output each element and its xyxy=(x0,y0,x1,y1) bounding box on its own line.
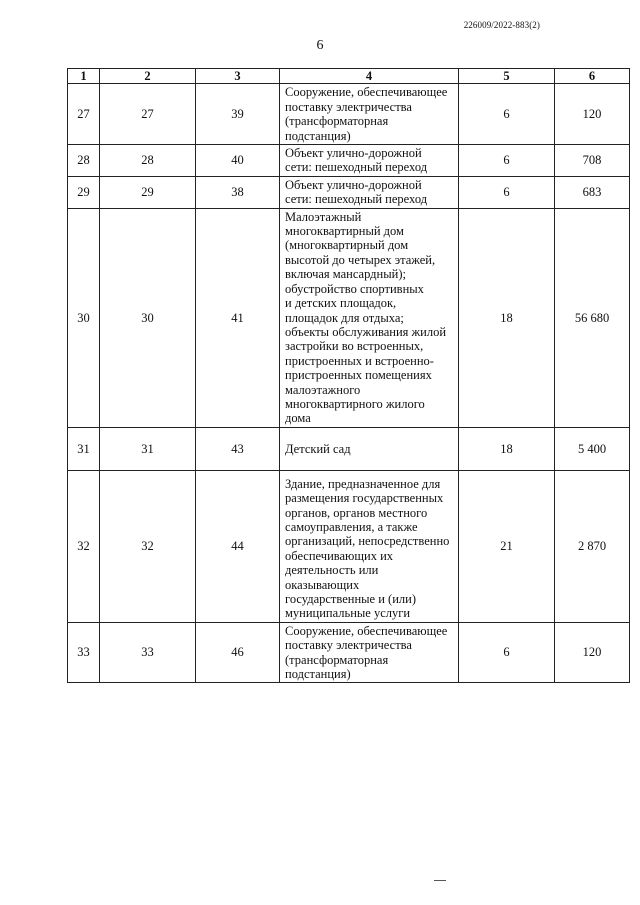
plot-number-cell: 38 xyxy=(196,176,280,208)
code-cell: 6 xyxy=(459,145,555,177)
purpose-text: Здание, предназначенное для размещения государственных органов, органов местного самоуправления, а также организаций, непосредственно обеспечивающих их деятельность или оказывающих государственные и (или) муниципальные услуги xyxy=(285,476,450,621)
purpose-text: Детский сад xyxy=(285,441,351,456)
area-cell: 683 xyxy=(555,176,630,208)
area-cell: 120 xyxy=(555,84,630,145)
column-header: 5 xyxy=(459,69,555,84)
area-cell: 56 680 xyxy=(555,208,630,427)
purpose-text: Объект улично-дорожной сети: пешеходный переход xyxy=(285,177,428,207)
purpose-cell xyxy=(280,176,459,208)
land-plot-table xyxy=(67,68,630,683)
table-row xyxy=(68,208,630,427)
code-cell: 6 xyxy=(459,84,555,145)
table-row xyxy=(68,145,630,177)
table-row xyxy=(68,427,630,470)
purpose-cell xyxy=(280,622,459,683)
area-cell: 2 870 xyxy=(555,470,630,622)
area-cell: 120 xyxy=(555,622,630,683)
column-header: 1 xyxy=(68,69,100,84)
column-header: 6 xyxy=(555,69,630,84)
zone-number-cell: 27 xyxy=(100,84,196,145)
row-number-cell: 29 xyxy=(68,176,100,208)
zone-number-cell: 29 xyxy=(100,176,196,208)
code-cell: 21 xyxy=(459,470,555,622)
row-number-cell: 30 xyxy=(68,208,100,427)
purpose-text: Сооружение, обеспечивающее поставку электричества (трансформаторная подстанция) xyxy=(285,85,448,143)
column-header: 3 xyxy=(196,69,280,84)
page-number: 6 xyxy=(316,38,324,53)
plot-number-cell: 44 xyxy=(196,470,280,622)
purpose-text: Сооружение, обеспечивающее поставку электричества (трансформаторная подстанция) xyxy=(285,623,448,682)
purpose-cell xyxy=(280,84,459,145)
column-header: 4 xyxy=(280,69,459,84)
zone-number-cell: 33 xyxy=(100,622,196,683)
table-row xyxy=(68,470,630,622)
table-header-row xyxy=(68,69,630,84)
code-cell: 18 xyxy=(459,208,555,427)
row-number-cell: 31 xyxy=(68,427,100,470)
code-cell: 6 xyxy=(459,622,555,683)
purpose-text: Объект улично-дорожной сети: пешеходный переход xyxy=(285,146,428,175)
row-number-cell: 28 xyxy=(68,145,100,177)
area-cell: 708 xyxy=(555,145,630,177)
plot-number-cell: 40 xyxy=(196,145,280,177)
row-number-cell: 33 xyxy=(68,622,100,683)
table-row xyxy=(68,84,630,145)
table-row xyxy=(68,622,630,683)
plot-number-cell: 43 xyxy=(196,427,280,470)
purpose-text: Малоэтажный многоквартирный дом (многоквартирный дом высотой до четырех этажей, включая мансардный); обустройство спортивных и детских площадок, площадок для отдыха; объекты обслуживания жилой застройки во встроенных, пристроенных и встроенно- пристроенных помещениях малоэтажного многоквартирного жилого дома xyxy=(285,209,447,426)
plot-number-cell: 39 xyxy=(196,84,280,145)
code-cell: 18 xyxy=(459,427,555,470)
purpose-cell xyxy=(280,470,459,622)
bottom-mark xyxy=(434,880,446,883)
zone-number-cell: 30 xyxy=(100,208,196,427)
row-number-cell: 27 xyxy=(68,84,100,145)
zone-number-cell: 31 xyxy=(100,427,196,470)
code-cell: 6 xyxy=(459,176,555,208)
document-code: 226009/2022-883(2) xyxy=(463,20,540,30)
zone-number-cell: 32 xyxy=(100,470,196,622)
purpose-cell xyxy=(280,427,459,470)
column-header: 2 xyxy=(100,69,196,84)
table-row xyxy=(68,176,630,208)
plot-number-cell: 46 xyxy=(196,622,280,683)
area-cell: 5 400 xyxy=(555,427,630,470)
purpose-cell xyxy=(280,145,459,177)
zone-number-cell: 28 xyxy=(100,145,196,177)
purpose-cell xyxy=(280,208,459,427)
plot-number-cell: 41 xyxy=(196,208,280,427)
row-number-cell: 32 xyxy=(68,470,100,622)
